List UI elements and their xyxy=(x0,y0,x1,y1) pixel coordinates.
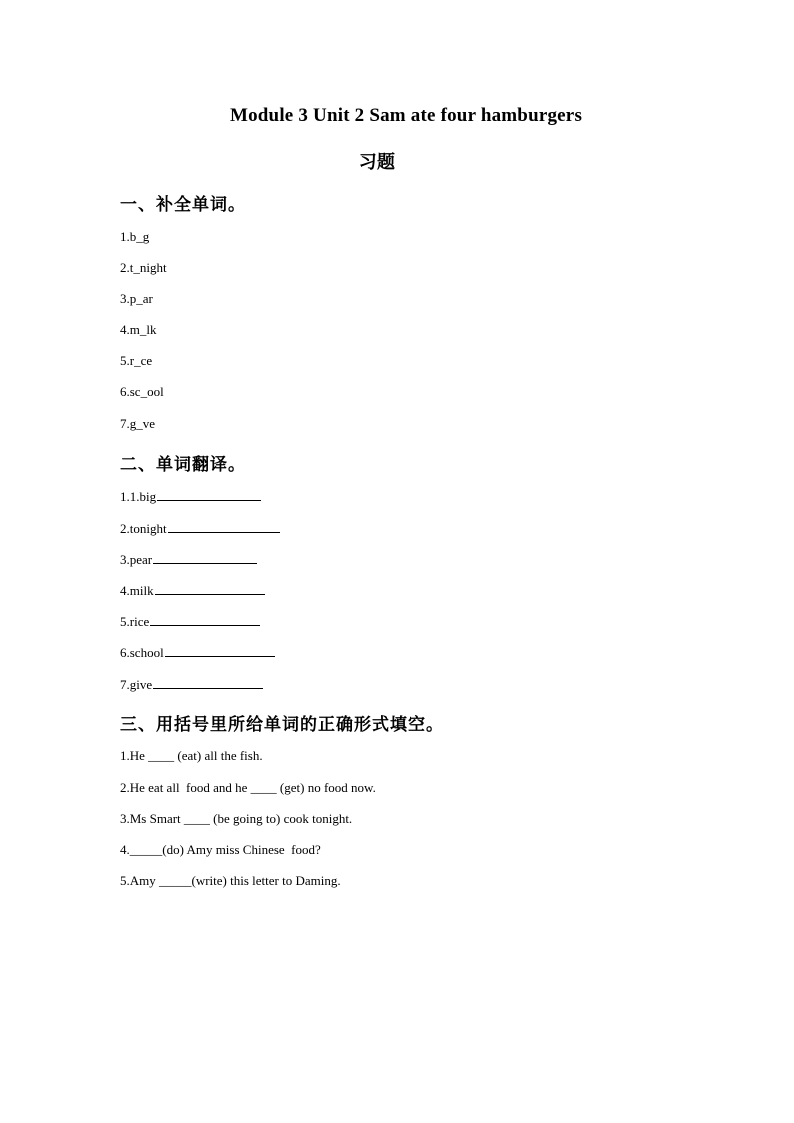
answer-blank[interactable] xyxy=(153,551,257,564)
fill-blank-sentence: 2.He eat all food and he ____ (get) no food now. xyxy=(120,780,376,795)
fill-letter-item: 4.m_lk xyxy=(120,322,157,337)
translation-word: 2.tonight xyxy=(120,521,167,536)
translation-word: 3.pear xyxy=(120,552,153,567)
page-subtitle: 习题 xyxy=(358,152,396,172)
fill-letter-item: 2.t_night xyxy=(120,260,167,275)
page-title: Module 3 Unit 2 Sam ate four hamburgers xyxy=(229,105,583,126)
fill-blank-sentence: 1.He ____ (eat) all the fish. xyxy=(120,748,263,763)
answer-blank[interactable] xyxy=(150,613,260,626)
translation-item xyxy=(120,644,275,661)
translation-item xyxy=(120,582,265,599)
section-1-heading: 一、补全单词。 xyxy=(120,195,246,215)
translation-word: 5.rice xyxy=(120,614,150,629)
section-2-heading: 二、单词翻译。 xyxy=(120,455,246,475)
answer-blank[interactable] xyxy=(155,582,265,595)
answer-blank[interactable] xyxy=(157,488,261,501)
translation-item xyxy=(120,613,260,630)
translation-word: 7.give xyxy=(120,677,153,692)
translation-item xyxy=(120,676,263,693)
fill-letter-item: 3.p_ar xyxy=(120,291,153,306)
fill-letter-item: 6.sc_ool xyxy=(120,384,164,399)
section-3-heading: 三、用括号里所给单词的正确形式填空。 xyxy=(120,715,444,735)
translation-word: 6.school xyxy=(120,645,164,660)
fill-blank-sentence: 5.Amy _____(write) this letter to Daming. xyxy=(120,873,341,888)
translation-item xyxy=(120,520,280,537)
fill-letter-item: 7.g_ve xyxy=(120,416,156,431)
answer-blank[interactable] xyxy=(153,676,263,689)
fill-letter-item: 5.r_ce xyxy=(120,353,153,368)
fill-blank-sentence: 4._____(do) Amy miss Chinese food? xyxy=(120,842,321,857)
translation-word: 4.milk xyxy=(120,583,154,598)
translation-item xyxy=(120,488,261,505)
translation-word: 1.1.big xyxy=(120,489,157,504)
fill-letter-item: 1.b_g xyxy=(120,229,150,244)
fill-blank-sentence: 3.Ms Smart ____ (be going to) cook tonight. xyxy=(120,811,353,826)
answer-blank[interactable] xyxy=(165,644,275,657)
answer-blank[interactable] xyxy=(168,520,280,533)
translation-item xyxy=(120,551,257,568)
